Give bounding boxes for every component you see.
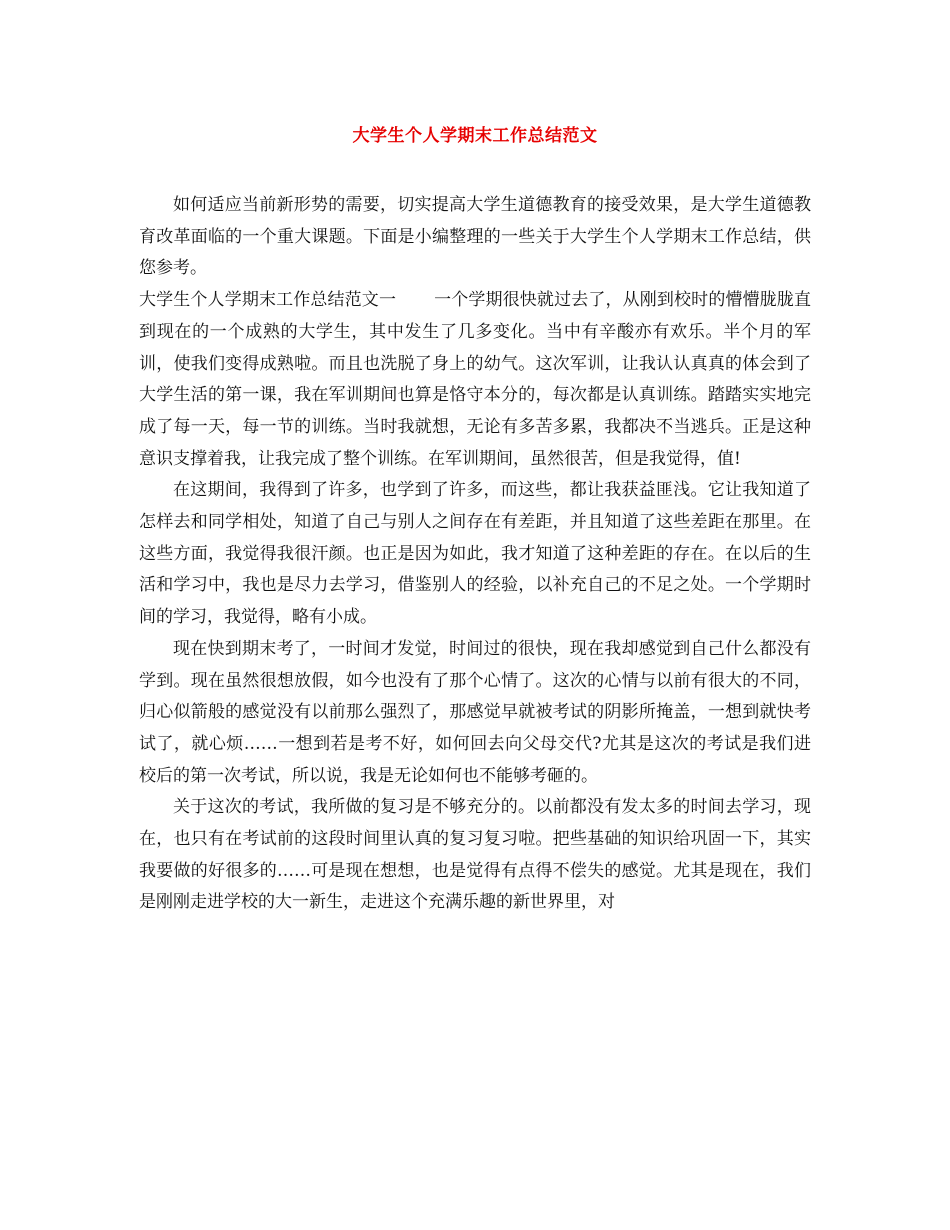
paragraph: 关于这次的考试，我所做的复习是不够充分的。以前都没有发太多的时间去学习，现在，也只有在考试前的这段时间里认真的复习复习啦。把些基础的知识给巩固一下，其实我要做的好很多的……可是现在想想，也是觉得有点得不偿失的感觉。尤其是现在，我们是刚刚走进学校的大一新生，走进这个充满乐趣的新世界里，对	[139, 797, 811, 913]
document-body	[139, 190, 811, 919]
paragraph-text: 一个学期很快就过去了，从刚到校时的懵懵胧胧直到现在的一个成熟的大学生，其中发生了几多变化。当中有辛酸亦有欢乐。半个月的军训，使我们变得成熟啦。而且也洗脱了身上的幼气。这次军训，让我认认真真的体会到了大学生活的第一课，我在军训期间也算是恪守本分的，每次都是认真训练。踏踏实实地完成了每一天，每一节的训练。当时我就想，无论有多苦多累，我都决不当逃兵。正是这种意识支撑着我，让我完成了整个训练。在军训期间，虽然很苦，但是我觉得，值!	[139, 290, 812, 469]
document-title: 大学生个人学期末工作总结范文	[352, 126, 598, 146]
paragraph: 在这期间，我得到了许多，也学到了许多，而这些，都让我获益匪浅。它让我知道了怎样去和同学相处，知道了自己与别人之间存在有差距，并且知道了这些差距在那里。在这些方面，我觉得我很汗颜。也正是因为如此，我才知道了这种差距的存在。在以后的生活和学习中，我也是尽力去学习，借鉴别人的经验，以补充自己的不足之处。一个学期时间的学习，我觉得，略有小成。	[139, 480, 811, 628]
section-one-paragraph	[139, 285, 811, 475]
section-heading: 大学生个人学期末工作总结范文一	[139, 290, 397, 311]
paragraph: 现在快到期末考了，一时间才发觉，时间过的很快，现在我却感觉到自己什么都没有学到。现在虽然很想放假，如今也没有了那个心情了。这次的心情与以前有很大的不同，归心似箭般的感觉没有以前那么强烈了，那感觉早就被考试的阴影所掩盖，一想到就快考试了，就心烦……一想到若是考不好，如何回去向父母交代?尤其是这次的考试是我们进校后的第一次考试，所以说，我是无论如何也不能够考砸的。	[139, 638, 811, 786]
intro-paragraph: 如何适应当前新形势的需要，切实提高大学生道德教育的接受效果，是大学生道德教育改革面临的一个重大课题。下面是小编整理的一些关于大学生个人学期末工作总结，供您参考。	[139, 195, 811, 279]
